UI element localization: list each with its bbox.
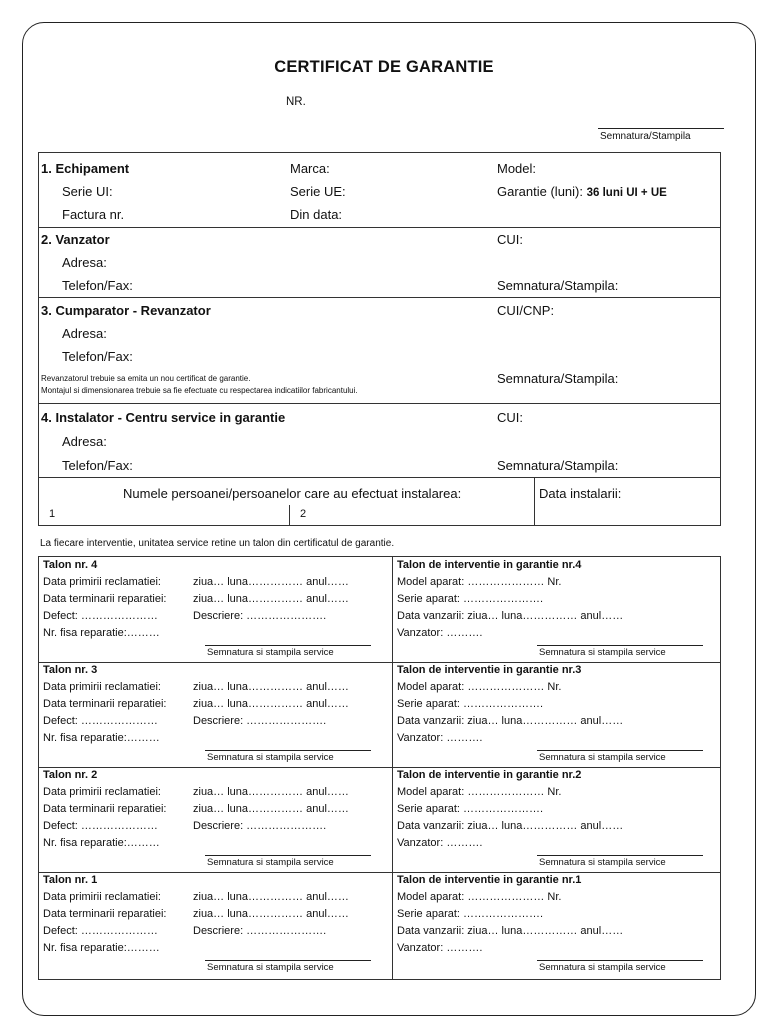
service-signature-label: Semnatura si stampila service — [207, 857, 334, 868]
installer-slot-divider — [289, 505, 290, 526]
section-divider — [39, 477, 720, 478]
talon-right-title: Talon de interventie in garantie nr.2 — [397, 769, 582, 781]
device-model-label: Model aparat: ………………… Nr. — [397, 786, 562, 798]
buyer-cui-label: CUI/CNP: — [497, 303, 555, 318]
service-signature-label: Semnatura si stampila service — [539, 857, 666, 868]
repair-sheet-label: Nr. fisa reparatie:……… — [43, 837, 160, 849]
device-model-label: Model aparat: ………………… Nr. — [397, 891, 562, 903]
description-label: Descriere: …………………. — [193, 925, 327, 937]
warranty-period-value: 36 luni UI + UE — [586, 187, 667, 199]
serie-ue-label: Serie UE: — [290, 184, 346, 199]
warranty-period — [497, 184, 667, 199]
repair-end-date-label: Data terminarii reparatiei: — [43, 698, 167, 710]
description-label: Descriere: …………………. — [193, 610, 327, 622]
seller-signature-label: Semnatura/Stampila: — [497, 278, 619, 293]
talon-left-title: Talon nr. 3 — [43, 664, 98, 676]
description-label: Descriere: …………………. — [193, 715, 327, 727]
service-signature-line — [205, 855, 371, 856]
device-model-label: Model aparat: ………………… Nr. — [397, 576, 562, 588]
section-installer-heading: 4. Instalator - Centru service in garantie — [41, 410, 286, 425]
installer-slot-2: 2 — [300, 508, 307, 520]
receipt-date-fill: ziua… luna…………… anul…… — [193, 891, 349, 903]
seller-label: Vanzator: ………. — [397, 837, 483, 849]
service-signature-label: Semnatura si stampila service — [207, 647, 334, 658]
talon-block-4 — [39, 557, 722, 661]
defect-label: Defect: ………………… — [43, 610, 158, 622]
reseller-note-line2: Montajul si dimensionarea trebuie sa fie efectuate cu respectarea indicatiilor fabricantului. — [41, 386, 358, 395]
repair-end-date-fill: ziua… luna…………… anul…… — [193, 803, 349, 815]
device-serial-label: Serie aparat: …………………. — [397, 803, 544, 815]
section-divider — [39, 227, 720, 228]
service-signature-label: Semnatura si stampila service — [539, 752, 666, 763]
receipt-date-label: Data primirii reclamatiei: — [43, 576, 161, 588]
service-signature-line — [205, 750, 371, 751]
section-divider — [39, 403, 720, 404]
talon-left-title: Talon nr. 4 — [43, 559, 98, 571]
installation-date-divider — [534, 478, 535, 526]
installers-names-label: Numele persoanei/persoanelor care au efectuat instalarea: — [123, 486, 462, 501]
service-note: La fiecare interventie, unitatea service retine un talon din certificatul de garantie. — [40, 538, 395, 549]
talon-right-title: Talon de interventie in garantie nr.3 — [397, 664, 582, 676]
serie-ui-label: Serie UI: — [62, 184, 113, 199]
talon-left-title: Talon nr. 1 — [43, 874, 98, 886]
repair-sheet-label: Nr. fisa reparatie:……… — [43, 627, 160, 639]
warranty-talons-grid — [38, 556, 721, 980]
installer-phone-label: Telefon/Fax: — [62, 458, 133, 473]
device-serial-label: Serie aparat: …………………. — [397, 698, 544, 710]
sale-date-label: Data vanzarii: ziua… luna…………… anul…… — [397, 715, 624, 727]
buyer-address-label: Adresa: — [62, 326, 107, 341]
repair-sheet-label: Nr. fisa reparatie:……… — [43, 942, 160, 954]
service-signature-line — [537, 960, 703, 961]
certificate-number-label: NR. — [286, 96, 306, 108]
invoice-date-label: Din data: — [290, 207, 343, 222]
talon-block-1 — [39, 872, 722, 976]
reseller-note-line1: Revanzatorul trebuie sa emita un nou certificat de garantie. — [41, 374, 251, 383]
seller-label: Vanzator: ………. — [397, 627, 483, 639]
receipt-date-label: Data primirii reclamatiei: — [43, 891, 161, 903]
page-title: CERTIFICAT DE GARANTIE — [274, 58, 494, 76]
repair-end-date-label: Data terminarii reparatiei: — [43, 908, 167, 920]
service-signature-line — [537, 645, 703, 646]
repair-end-date-fill: ziua… luna…………… anul…… — [193, 908, 349, 920]
device-model-label: Model aparat: ………………… Nr. — [397, 681, 562, 693]
repair-end-date-label: Data terminarii reparatiei: — [43, 803, 167, 815]
signature-line — [598, 128, 724, 129]
service-signature-label: Semnatura si stampila service — [207, 752, 334, 763]
seller-label: Vanzator: ………. — [397, 942, 483, 954]
warranty-details-table — [38, 152, 721, 526]
device-serial-label: Serie aparat: …………………. — [397, 908, 544, 920]
service-signature-line — [537, 750, 703, 751]
seller-cui-label: CUI: — [497, 232, 523, 247]
installer-address-label: Adresa: — [62, 434, 107, 449]
seller-address-label: Adresa: — [62, 255, 107, 270]
section-buyer-heading: 3. Cumparator - Revanzator — [41, 303, 211, 318]
model-label: Model: — [497, 161, 537, 176]
receipt-date-fill: ziua… luna…………… anul…… — [193, 786, 349, 798]
installer-slot-1: 1 — [49, 508, 56, 520]
service-signature-label: Semnatura si stampila service — [539, 962, 666, 973]
talon-right-title: Talon de interventie in garantie nr.4 — [397, 559, 582, 571]
repair-end-date-fill: ziua… luna…………… anul…… — [193, 593, 349, 605]
defect-label: Defect: ………………… — [43, 925, 158, 937]
service-signature-label: Semnatura si stampila service — [539, 647, 666, 658]
receipt-date-fill: ziua… luna…………… anul…… — [193, 681, 349, 693]
service-signature-line — [205, 645, 371, 646]
repair-sheet-label: Nr. fisa reparatie:……… — [43, 732, 160, 744]
installer-cui-label: CUI: — [497, 410, 523, 425]
installer-signature-label: Semnatura/Stampila: — [497, 458, 619, 473]
service-signature-label: Semnatura si stampila service — [207, 962, 334, 973]
sale-date-label: Data vanzarii: ziua… luna…………… anul…… — [397, 925, 624, 937]
talon-right-title: Talon de interventie in garantie nr.1 — [397, 874, 582, 886]
repair-end-date-label: Data terminarii reparatiei: — [43, 593, 167, 605]
talon-left-title: Talon nr. 2 — [43, 769, 98, 781]
signature-stamp-label: Semnatura/Stampila — [600, 131, 691, 142]
buyer-phone-label: Telefon/Fax: — [62, 349, 133, 364]
warranty-period-label: Garantie (luni): — [497, 184, 583, 199]
talon-block-3 — [39, 662, 722, 766]
description-label: Descriere: …………………. — [193, 820, 327, 832]
seller-label: Vanzator: ………. — [397, 732, 483, 744]
invoice-number-label: Factura nr. — [62, 207, 125, 222]
sale-date-label: Data vanzarii: ziua… luna…………… anul…… — [397, 610, 624, 622]
marca-label: Marca: — [290, 161, 330, 176]
section-divider — [39, 297, 720, 298]
device-serial-label: Serie aparat: …………………. — [397, 593, 544, 605]
service-signature-line — [205, 960, 371, 961]
receipt-date-label: Data primirii reclamatiei: — [43, 681, 161, 693]
section-equipment-heading: 1. Echipament — [41, 161, 130, 176]
buyer-signature-label: Semnatura/Stampila: — [497, 371, 619, 386]
defect-label: Defect: ………………… — [43, 715, 158, 727]
repair-end-date-fill: ziua… luna…………… anul…… — [193, 698, 349, 710]
receipt-date-fill: ziua… luna…………… anul…… — [193, 576, 349, 588]
defect-label: Defect: ………………… — [43, 820, 158, 832]
installation-date-label: Data instalarii: — [539, 486, 622, 501]
service-signature-line — [537, 855, 703, 856]
talon-block-2 — [39, 767, 722, 871]
sale-date-label: Data vanzarii: ziua… luna…………… anul…… — [397, 820, 624, 832]
receipt-date-label: Data primirii reclamatiei: — [43, 786, 161, 798]
seller-phone-label: Telefon/Fax: — [62, 278, 133, 293]
section-seller-heading: 2. Vanzator — [41, 232, 110, 247]
